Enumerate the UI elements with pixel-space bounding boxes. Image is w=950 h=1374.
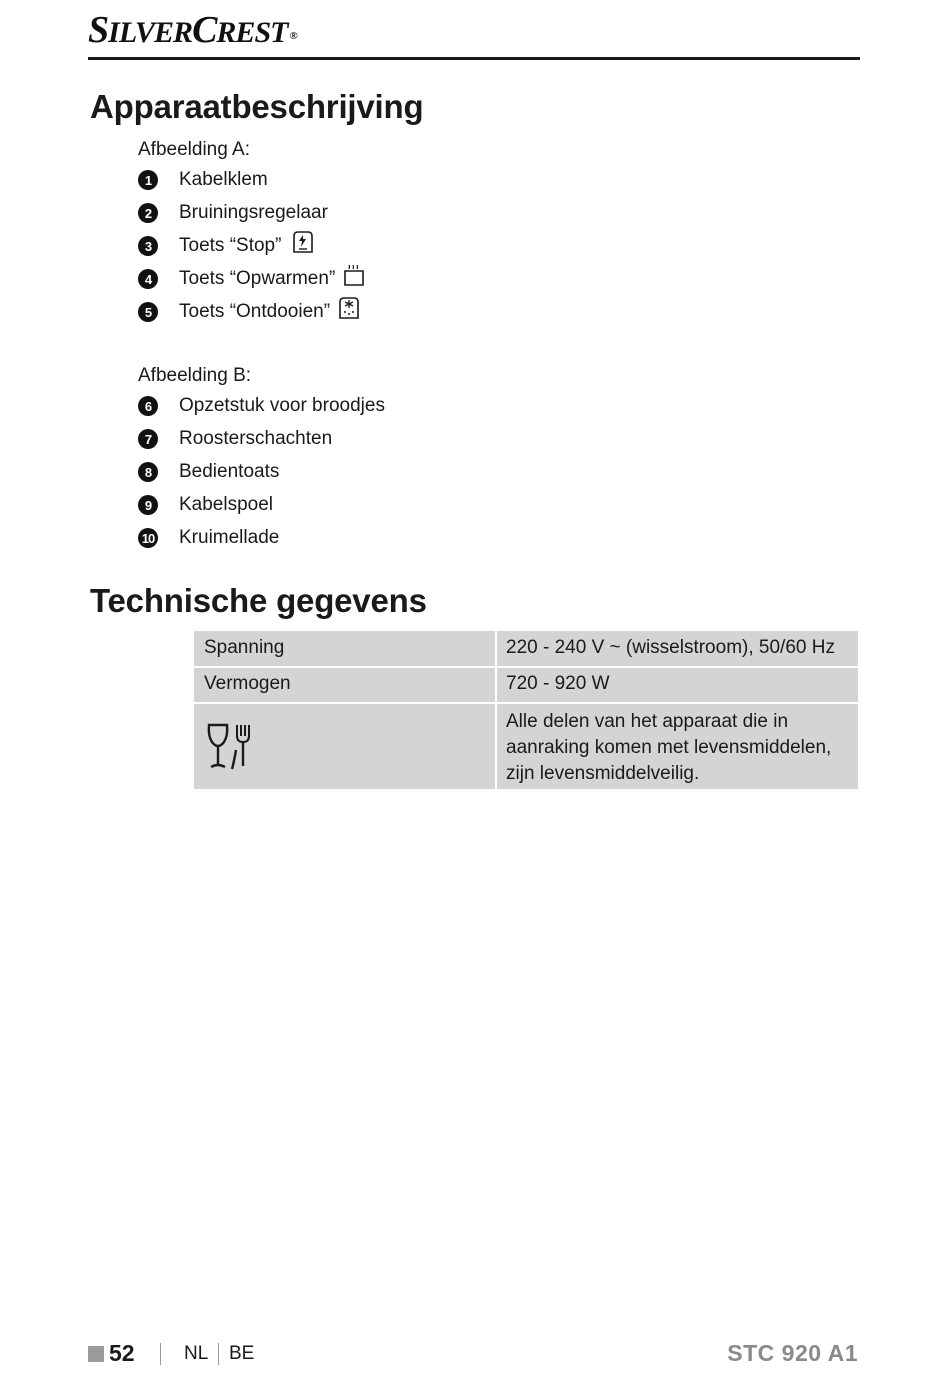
defrost-button-icon bbox=[338, 296, 360, 320]
list-item bbox=[138, 200, 328, 226]
table-cell-key: Spanning bbox=[204, 637, 285, 658]
item-number: 9 bbox=[138, 495, 158, 515]
item-number: 8 bbox=[138, 462, 158, 482]
list-item bbox=[138, 299, 331, 325]
list-item bbox=[138, 167, 268, 193]
brand-logo: SILVERCREST ® bbox=[88, 9, 297, 51]
item-label: Toets “Ontdooien” bbox=[179, 301, 331, 322]
table-cell-line: Alle delen van het apparaat die in bbox=[506, 711, 789, 732]
item-number: 6 bbox=[138, 396, 158, 416]
item-label: Opzetstuk voor broodjes bbox=[179, 395, 385, 416]
item-number: 7 bbox=[138, 429, 158, 449]
footer-separator bbox=[160, 1343, 161, 1365]
footer-marker bbox=[88, 1346, 104, 1362]
list-item bbox=[138, 426, 333, 452]
header-divider bbox=[88, 57, 860, 60]
footer-lang: NL bbox=[184, 1343, 209, 1364]
item-label: Roosterschachten bbox=[179, 428, 333, 449]
table-cell-value: 720 - 920 W bbox=[506, 673, 610, 694]
table-divider bbox=[495, 631, 497, 666]
item-number: 10 bbox=[138, 528, 158, 548]
model-number: STC 920 A1 bbox=[727, 1340, 858, 1366]
table-divider bbox=[495, 668, 497, 702]
item-label: Kruimellade bbox=[179, 527, 280, 548]
item-label: Toets “Stop” bbox=[179, 235, 282, 256]
table-cell-value bbox=[506, 709, 831, 787]
item-number: 4 bbox=[138, 269, 158, 289]
page-number: 52 bbox=[109, 1340, 135, 1366]
section-title-technical: Technische gegevens bbox=[90, 582, 427, 619]
footer-separator bbox=[218, 1343, 219, 1365]
page-footer bbox=[88, 1340, 860, 1370]
table-cell-key: Vermogen bbox=[204, 673, 291, 694]
reheat-button-icon bbox=[343, 263, 365, 287]
item-number: 2 bbox=[138, 203, 158, 223]
table-cell-value: 220 - 240 V ~ (wisselstroom), 50/60 Hz bbox=[506, 637, 835, 658]
list-item bbox=[138, 266, 336, 292]
page-header bbox=[88, 6, 860, 60]
item-label: Bedientoats bbox=[179, 461, 280, 482]
list-item bbox=[138, 459, 280, 485]
table-row bbox=[194, 631, 858, 666]
list-item bbox=[138, 492, 274, 518]
figure-b-label: Afbeelding B: bbox=[138, 365, 252, 386]
figure-a-label: Afbeelding A: bbox=[138, 139, 250, 160]
item-label: Bruiningsregelaar bbox=[179, 202, 328, 223]
list-item bbox=[138, 393, 385, 419]
food-safe-glass-fork-icon bbox=[206, 722, 252, 772]
item-label: Kabelspoel bbox=[179, 494, 274, 515]
item-number: 5 bbox=[138, 302, 158, 322]
item-label: Toets “Opwarmen” bbox=[179, 268, 336, 289]
section-title-description: Apparaatbeschrijving bbox=[90, 88, 424, 125]
list-item bbox=[138, 525, 280, 551]
item-number: 1 bbox=[138, 170, 158, 190]
table-row bbox=[194, 704, 858, 789]
item-number: 3 bbox=[138, 236, 158, 256]
footer-lang: BE bbox=[229, 1343, 255, 1364]
table-cell-line: zijn levensmiddelveilig. bbox=[506, 763, 700, 784]
stop-button-icon bbox=[292, 230, 314, 254]
table-row bbox=[194, 668, 858, 702]
table-divider bbox=[495, 704, 497, 789]
table-cell-line: aanraking komen met levensmiddelen, bbox=[506, 737, 832, 758]
list-item bbox=[138, 233, 282, 259]
item-label: Kabelklem bbox=[179, 169, 268, 190]
